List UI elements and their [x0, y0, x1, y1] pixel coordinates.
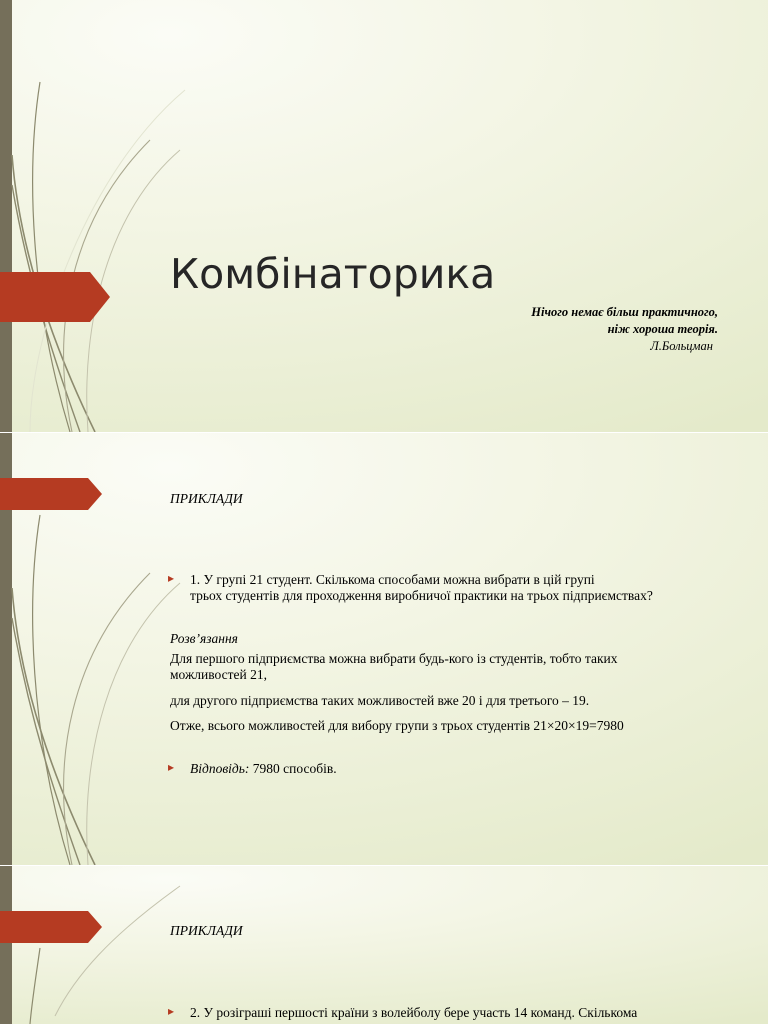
decorative-curves [0, 866, 200, 1024]
bullet-arrow-icon: ▸ [168, 571, 175, 585]
answer-text: 7980 способів. [249, 761, 337, 776]
solution-label: Розв’язання [170, 631, 238, 646]
problem-line-1: 2. У розіграші першості країни з волейболу бере участь 14 команд. Скількома [190, 1005, 638, 1020]
example-slide-1 [0, 433, 768, 865]
epigraph-quote [531, 304, 718, 355]
accent-tab [0, 272, 110, 322]
problem-line-1: 1. У групі 21 студент. Скількома способами можна вибрати в цій групі [190, 572, 595, 587]
slide-title: Комбінаторика [170, 250, 496, 298]
problem-line-2: трьох студентів для проходження виробничої практики на трьох підприємствах? [190, 588, 653, 603]
slide-heading: ПРИКЛАДИ [170, 491, 243, 506]
solution-line-3: для другого підприємства таких можливостей вже 20 і для третього – 19. [170, 693, 590, 708]
solution-line-2: можливостей 21, [170, 667, 267, 682]
solution-text-1 [170, 651, 730, 683]
example-slide-2 [0, 866, 768, 1024]
accent-tab [0, 478, 102, 510]
problem-bullet [168, 571, 730, 604]
bullet-arrow-icon: ▸ [168, 760, 175, 774]
answer-label: Відповідь: [190, 761, 250, 776]
solution-line-4: Отже, всього можливостей для вибору групи з трьох студентів 21×20×19=7980 [170, 718, 624, 733]
decorative-curves [0, 0, 200, 432]
quote-line-2: ніж хороша теорія. [607, 322, 718, 336]
problem-bullet [168, 1004, 730, 1021]
bullet-arrow-icon: ▸ [168, 1004, 175, 1018]
quote-author: Л.Больцман [650, 339, 713, 353]
accent-tab [0, 911, 102, 943]
title-slide [0, 0, 768, 432]
answer-bullet [168, 760, 337, 777]
solution-line-1: Для першого підприємства можна вибрати будь-кого із студентів, тобто таких [170, 651, 618, 666]
slide-heading: ПРИКЛАДИ [170, 923, 243, 938]
quote-line-1: Нічого немає більш практичного, [531, 305, 718, 319]
